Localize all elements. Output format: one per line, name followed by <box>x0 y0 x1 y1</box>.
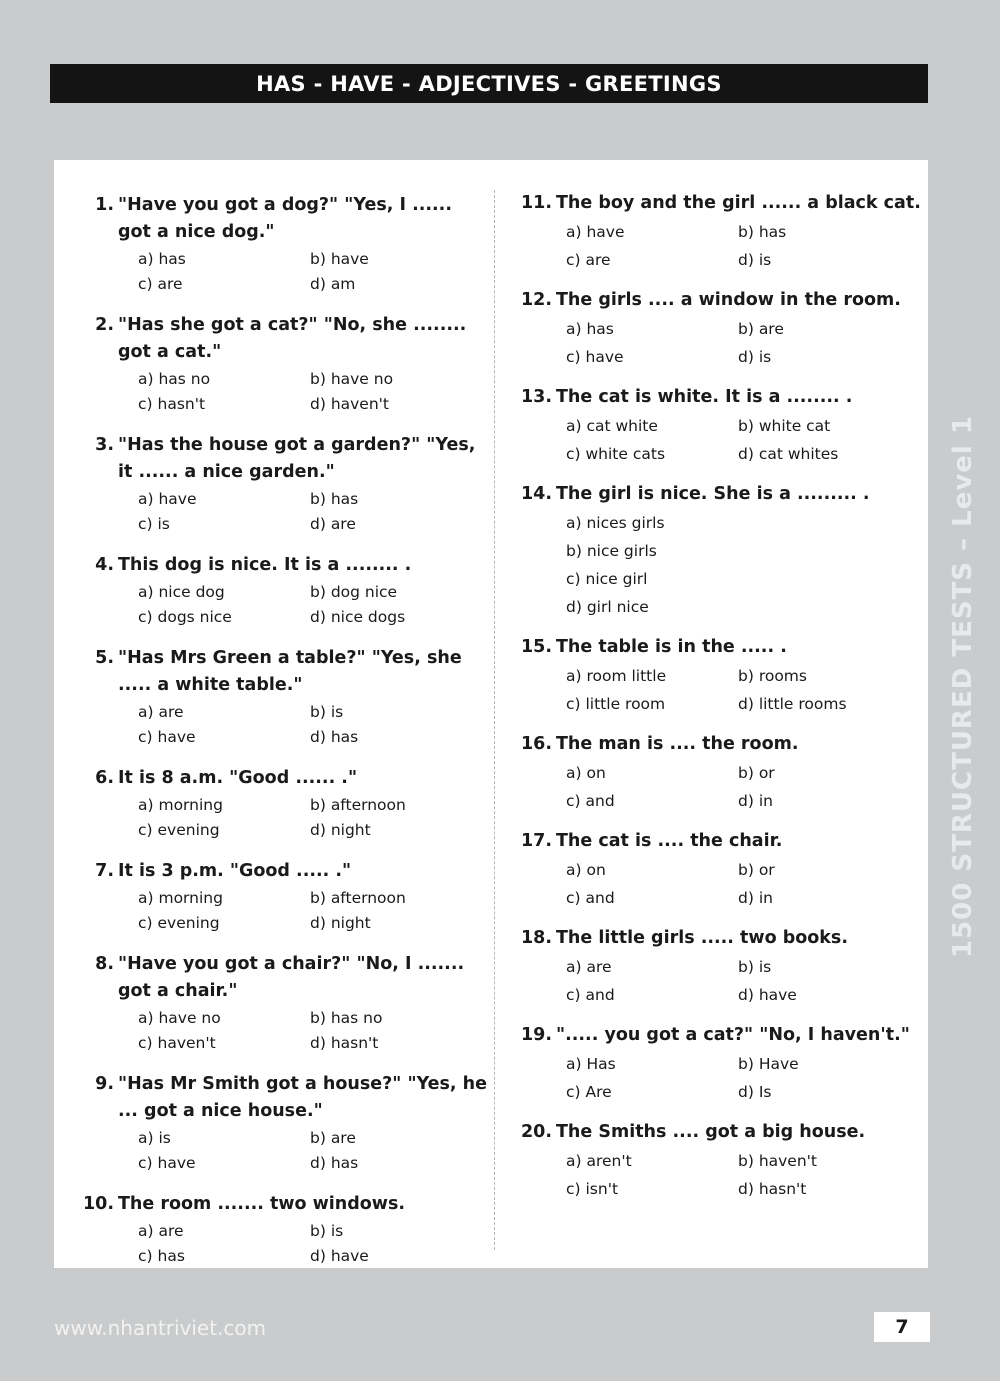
question-number: 16. <box>520 734 552 754</box>
answer-option: a) have <box>566 223 625 241</box>
answer-options <box>138 1006 490 1056</box>
question-item <box>80 858 490 936</box>
answer-options <box>566 662 921 718</box>
answer-option: a) on <box>566 861 606 879</box>
answer-option: b) has <box>738 223 787 241</box>
answer-options <box>138 367 490 417</box>
answer-option: b) white cat <box>738 417 831 435</box>
answer-option: c) evening <box>138 914 220 932</box>
question-header <box>516 1022 921 1049</box>
answer-option: c) isn't <box>566 1180 619 1198</box>
question-number: 1. <box>95 195 114 215</box>
answer-options <box>138 487 490 537</box>
question-header <box>80 951 490 1005</box>
answer-option: b) are <box>738 320 784 338</box>
question-header <box>80 432 490 486</box>
answer-option: a) cat white <box>566 417 658 435</box>
question-text: "Has Mrs Green a table?" "Yes, she ..... a white table." <box>118 648 462 695</box>
answer-option: c) and <box>566 889 615 907</box>
question-number: 2. <box>95 315 114 335</box>
question-item <box>516 1119 921 1203</box>
question-text: The girl is nice. She is a ......... . <box>556 484 870 504</box>
question-item <box>80 1191 490 1269</box>
answer-option: d) night <box>310 914 371 932</box>
answer-options <box>566 315 921 371</box>
answer-option: c) and <box>566 792 615 810</box>
question-text: The cat is white. It is a ........ . <box>556 387 853 407</box>
answer-option: d) have <box>310 1247 369 1265</box>
answer-option: c) has <box>138 1247 185 1265</box>
answer-option: c) nice girl <box>566 570 648 588</box>
question-text: The Smiths .... got a big house. <box>556 1122 866 1142</box>
answer-options <box>566 1050 921 1106</box>
question-header <box>516 190 921 217</box>
answer-option: d) cat whites <box>738 445 839 463</box>
answer-option: a) on <box>566 764 606 782</box>
question-header <box>516 481 921 508</box>
question-header <box>80 192 490 246</box>
answer-option: b) or <box>738 764 775 782</box>
answer-option: b) have <box>310 250 369 268</box>
answer-option: a) morning <box>138 889 223 907</box>
question-header <box>80 1191 490 1218</box>
question-header <box>80 552 490 579</box>
question-header <box>80 312 490 366</box>
right-column <box>516 190 921 1216</box>
question-text: The cat is .... the chair. <box>556 831 783 851</box>
question-number: 18. <box>520 928 552 948</box>
worksheet <box>54 160 928 1268</box>
answer-option: b) is <box>310 703 344 721</box>
question-header <box>516 1119 921 1146</box>
answer-option: d) hasn't <box>738 1180 807 1198</box>
answer-option: d) is <box>738 348 772 366</box>
answer-option: c) evening <box>138 821 220 839</box>
answer-option: b) has no <box>310 1009 383 1027</box>
question-text: "Has she got a cat?" "No, she ........ got a cat." <box>118 315 467 362</box>
answer-option: b) is <box>738 958 772 976</box>
answer-option: d) Is <box>738 1083 772 1101</box>
answer-options <box>138 1126 490 1176</box>
question-number: 11. <box>520 193 552 213</box>
question-text: The table is in the ..... . <box>556 637 787 657</box>
answer-option: d) has <box>310 1154 359 1172</box>
answer-option: a) room little <box>566 667 667 685</box>
answer-option: b) haven't <box>738 1152 818 1170</box>
answer-option: c) haven't <box>138 1034 216 1052</box>
answer-option: b) is <box>310 1222 344 1240</box>
question-text: "..... you got a cat?" "No, I haven't." <box>556 1025 910 1045</box>
answer-option: c) are <box>566 251 611 269</box>
answer-option: c) Are <box>566 1083 612 1101</box>
answer-option: a) are <box>566 958 612 976</box>
question-text: "Has the house got a garden?" "Yes, it ...... a nice garden." <box>118 435 476 482</box>
answer-option: c) hasn't <box>138 395 206 413</box>
answer-option: b) are <box>310 1129 356 1147</box>
answer-option: d) has <box>310 728 359 746</box>
answer-option: d) am <box>310 275 356 293</box>
answer-option: a) has no <box>138 370 211 388</box>
question-text: "Have you got a chair?" "No, I ....... got a chair." <box>118 954 465 1001</box>
question-header <box>80 858 490 885</box>
answer-option: d) little rooms <box>738 695 847 713</box>
question-header <box>516 634 921 661</box>
question-number: 3. <box>95 435 114 455</box>
answer-option: b) nice girls <box>566 542 657 560</box>
answer-options <box>566 759 921 815</box>
question-text: The boy and the girl ...... a black cat. <box>556 193 921 213</box>
question-header <box>516 384 921 411</box>
question-text: The girls .... a window in the room. <box>556 290 901 310</box>
answer-option: d) are <box>310 515 356 533</box>
page-title: HAS - HAVE - ADJECTIVES - GREETINGS <box>50 64 928 103</box>
question-item <box>80 552 490 630</box>
answer-option: a) are <box>138 1222 184 1240</box>
answer-option: c) are <box>138 275 183 293</box>
answer-option: b) rooms <box>738 667 807 685</box>
question-number: 5. <box>95 648 114 668</box>
answer-option: a) have <box>138 490 197 508</box>
answer-option: b) afternoon <box>310 796 406 814</box>
answer-option: a) have no <box>138 1009 221 1027</box>
answer-option: a) has <box>138 250 186 268</box>
question-item <box>516 828 921 912</box>
question-text: The little girls ..... two books. <box>556 928 848 948</box>
question-item <box>80 192 490 297</box>
question-item <box>516 1022 921 1106</box>
question-text: It is 8 a.m. "Good ...... ." <box>118 768 358 788</box>
question-item <box>80 312 490 417</box>
answer-option: c) is <box>138 515 170 533</box>
page-number: 7 <box>874 1312 930 1342</box>
answer-option: c) have <box>138 728 196 746</box>
question-text: "Have you got a dog?" "Yes, I ...... got a nice dog." <box>118 195 452 242</box>
answer-options <box>566 412 921 468</box>
answer-option: a) has <box>566 320 614 338</box>
question-number: 4. <box>95 555 114 575</box>
answer-options <box>566 509 921 621</box>
answer-option: d) haven't <box>310 395 390 413</box>
question-item <box>516 287 921 371</box>
answer-option: c) and <box>566 986 615 1004</box>
answer-option: d) in <box>738 889 773 907</box>
question-item <box>516 731 921 815</box>
answer-option: d) in <box>738 792 773 810</box>
answer-option: a) is <box>138 1129 171 1147</box>
answer-options <box>138 700 490 750</box>
answer-options <box>138 247 490 297</box>
answer-option: a) nices girls <box>566 514 665 532</box>
question-header <box>80 1071 490 1125</box>
question-number: 17. <box>520 831 552 851</box>
answer-options <box>138 793 490 843</box>
question-item <box>80 951 490 1056</box>
question-number: 13. <box>520 387 552 407</box>
answer-option: c) little room <box>566 695 666 713</box>
question-item <box>80 1071 490 1176</box>
answer-option: b) or <box>738 861 775 879</box>
answer-option: d) nice dogs <box>310 608 406 626</box>
question-item <box>80 765 490 843</box>
answer-options <box>566 856 921 912</box>
answer-option: a) morning <box>138 796 223 814</box>
question-header <box>80 765 490 792</box>
question-number: 20. <box>520 1122 552 1142</box>
question-item <box>80 645 490 750</box>
side-label: 1500 STRUCTURED TESTS – Level 1 <box>948 415 978 958</box>
question-header <box>516 287 921 314</box>
answer-options <box>138 1219 490 1269</box>
answer-option: c) have <box>566 348 624 366</box>
answer-option: a) aren't <box>566 1152 632 1170</box>
question-item <box>516 190 921 274</box>
question-text: The man is .... the room. <box>556 734 799 754</box>
answer-option: b) has <box>310 490 359 508</box>
answer-option: a) Has <box>566 1055 616 1073</box>
answer-option: a) are <box>138 703 184 721</box>
question-item <box>516 925 921 1009</box>
question-number: 6. <box>95 768 114 788</box>
answer-options <box>138 886 490 936</box>
question-text: "Has Mr Smith got a house?" "Yes, he ... got a nice house." <box>118 1074 488 1121</box>
question-number: 8. <box>95 954 114 974</box>
answer-option: d) girl nice <box>566 598 649 616</box>
question-number: 9. <box>95 1074 114 1094</box>
answer-option: b) dog nice <box>310 583 398 601</box>
footer-url: www.nhantriviet.com <box>54 1316 267 1340</box>
answer-options <box>566 1147 921 1203</box>
answer-option: b) Have <box>738 1055 799 1073</box>
question-header <box>516 828 921 855</box>
question-header <box>516 731 921 758</box>
question-text: This dog is nice. It is a ........ . <box>118 555 412 575</box>
question-text: It is 3 p.m. "Good ..... ." <box>118 861 352 881</box>
answer-option: c) dogs nice <box>138 608 232 626</box>
question-text: The room ....... two windows. <box>118 1194 406 1214</box>
question-number: 10. <box>82 1194 114 1214</box>
answer-option: b) have no <box>310 370 394 388</box>
question-number: 14. <box>520 484 552 504</box>
answer-option: c) have <box>138 1154 196 1172</box>
question-number: 19. <box>520 1025 552 1045</box>
question-number: 15. <box>520 637 552 657</box>
answer-option: d) night <box>310 821 371 839</box>
question-item <box>516 384 921 468</box>
question-number: 7. <box>95 861 114 881</box>
question-item <box>516 634 921 718</box>
question-number: 12. <box>520 290 552 310</box>
answer-option: d) is <box>738 251 772 269</box>
answer-options <box>566 953 921 1009</box>
question-item <box>516 481 921 621</box>
answer-options <box>566 218 921 274</box>
answer-option: d) hasn't <box>310 1034 379 1052</box>
answer-option: a) nice dog <box>138 583 225 601</box>
question-header <box>80 645 490 699</box>
answer-option: d) have <box>738 986 797 1004</box>
left-column <box>80 192 490 1284</box>
question-item <box>80 432 490 537</box>
answer-option: b) afternoon <box>310 889 406 907</box>
question-header <box>516 925 921 952</box>
column-divider <box>494 190 495 1250</box>
answer-option: c) white cats <box>566 445 666 463</box>
answer-options <box>138 580 490 630</box>
